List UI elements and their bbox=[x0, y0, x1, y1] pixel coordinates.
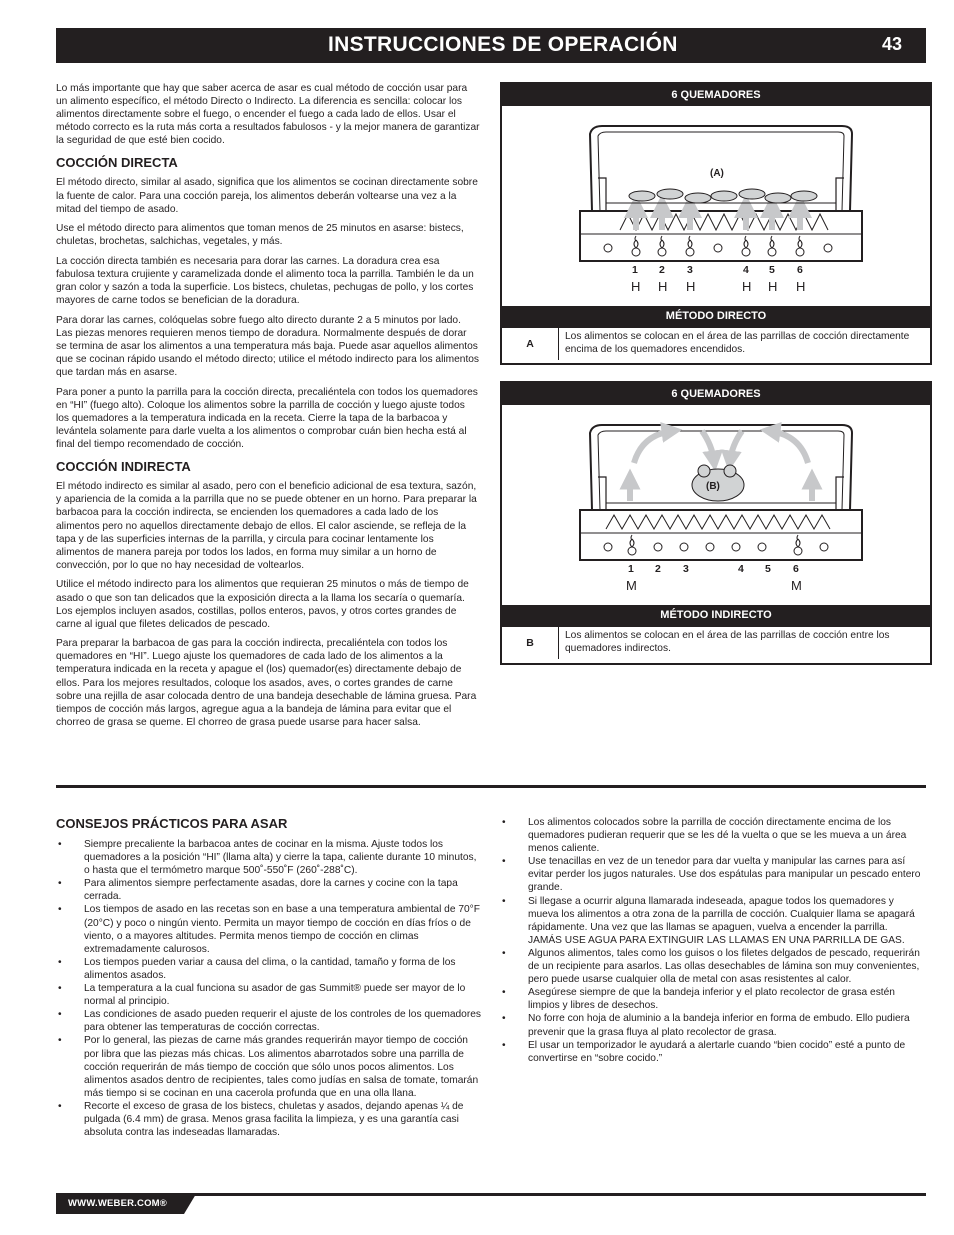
tips-heading: CONSEJOS PRÁCTICOS PARA ASAR bbox=[56, 816, 288, 831]
tip-item: • Los alimentos colocados sobre la parrilla de cocción directamente encima de los quemadores pudieran requerir que se les dé la vuelta o que se les mueva a un área menos caliente. bbox=[500, 816, 924, 855]
burner-setting: H bbox=[742, 279, 752, 294]
burner-number: 6 bbox=[793, 563, 799, 575]
tip-item: • Los tiempos de asado en las recetas son en base a una temperatura ambiental de 70°F (20°C) y poco o ningún viento. Permita un mayor tiempo de cocción en días fríos o de viento, o a mayores altitudes. Permita menos tiempo de cocción en climas extremadamente calurosos. bbox=[56, 903, 484, 955]
legend-key: B bbox=[502, 627, 559, 659]
legend-description: Los alimentos se colocan en el área de las parrillas de cocción directamente encima de los quemadores encendidos. bbox=[565, 331, 910, 355]
burner-setting: M bbox=[626, 578, 637, 593]
header-bar bbox=[56, 28, 926, 63]
tip-item: • No forre con hoja de aluminio a la bandeja inferior en forma de embudo. Ello pudiera prevenir que la grasa fluya al plato recolector de grasa. bbox=[500, 1012, 924, 1038]
burner-setting: M bbox=[791, 578, 802, 593]
tip-item: • Asegúrese siempre de que la bandeja inferior y el plato recolector de grasa estén limpios y libres de desechos. bbox=[500, 986, 924, 1012]
tip-item: • Use tenacillas en vez de un tenedor para dar vuelta y manipular las carnes para así evitar perder los jugos naturales. Use dos espátulas para manipular un pescado entero grande. bbox=[500, 855, 924, 894]
direct-paragraph: Para poner a punto la parrilla para la cocción directa, precaliéntela con todos los quemadores en “HI” (fuego alto). Coloque los alimentos sobre la parrilla de cocción y luego ajuste todos los quemadores a la temperatura indicada en la receta. Cierre la tapa de la barbacoa y levántela solamente para darle vuelta a los alimentos o comprobar cuán bien hecha está al final del tiempo recomendado de cocción. bbox=[56, 386, 478, 451]
direct-paragraph: La cocción directa también es necesaria para dorar las carnes. La doradura crea esa fabulosa textura crujiente y caramelizada donde el alimento toca la parrilla. También le da un gran color y sazón a toda la superficie. Los bistecs, chuletas, pechugas de pollo, y los cortes mayores de carne todos se benefician de la doradura. bbox=[56, 255, 474, 307]
burner-number: 2 bbox=[655, 563, 661, 575]
tip-item: • Por lo general, las piezas de carne más grandes requerirán mayor tiempo de cocción por libra que las piezas más chicas. Los alimentos abarrotados sobre una parrilla de cocción requerirán de más tiempo de cocción que sólo unos pocos alimentos. Los alimentos asados dentro de recipientes, tales como judías en salsa de tomate, tomarán más tiempo si se cocinan en una cacerola profunda que en una olla llana. bbox=[56, 1034, 484, 1099]
tip-item: • La temperatura a la cual funciona su asador de gas Summit® puede ser mayor de lo normal al principio. bbox=[56, 982, 484, 1008]
food-marker-label: (A) bbox=[710, 168, 724, 179]
burner-number: 1 bbox=[632, 264, 638, 276]
indirect-paragraph: Para preparar la barbacoa de gas para la cocción indirecta, precaliéntela con todos los quemadores en “HI”. Luego ajuste los quemadores de cada lado de los alimentos a la temperatura indicada en la receta y apague el (los) quemador(es) directamente debajo de ellos. Para los mejores resultados, coloque los asados, aves, o cortes grandes de carne sobre una rejilla de asar colocada dentro de una bandeja desechable de lámina gruesa. Para tiempos de cocción más largos, agregue agua a la bandeja de lámina para evitar que el chorreo de grasa se queme. El chorreo de grasa puede usarse para hacer salsa. bbox=[56, 638, 477, 728]
intro-paragraph: Lo más importante que hay que saber acerca de asar es cual método de cocción usar para un alimento específico, el método Directo o Indirecto. La diferencia es sencilla: colocar los alimentos directamente sobre el fuego, o encender el fuego a cada lado de ellos. Usar el método correcto es la ruta más corta a resultados fabulosos - y la mejor manera de garantizar la seguridad de que esté bien cocido. bbox=[56, 83, 480, 147]
burner-number: 4 bbox=[743, 264, 749, 276]
legend-row bbox=[502, 626, 930, 659]
legend-key: A bbox=[502, 328, 559, 360]
direct-grill-illustration bbox=[502, 106, 930, 306]
left-column bbox=[56, 82, 480, 735]
direct-heading: COCCIÓN DIRECTA bbox=[56, 155, 178, 171]
tips-list-right bbox=[500, 816, 924, 1065]
page-number: 43 bbox=[881, 34, 902, 54]
tips-right-column bbox=[500, 816, 924, 1065]
tip-item: • Las condiciones de asado pueden requerir el ajuste de los controles de los quemadores para obtener las temperaturas de cocción correctas. bbox=[56, 1008, 484, 1034]
indirect-heading: COCCIÓN INDIRECTA bbox=[56, 459, 191, 475]
legend-description: Los alimentos se colocan en el área de las parrillas de cocción entre los quemadores indirectos. bbox=[565, 630, 890, 654]
indirect-method-figure bbox=[500, 381, 932, 665]
burner-number: 4 bbox=[738, 563, 744, 575]
burner-number: 1 bbox=[628, 563, 634, 575]
burner-setting: H bbox=[631, 279, 641, 294]
burner-number: 5 bbox=[769, 264, 775, 276]
burner-setting: H bbox=[686, 279, 696, 294]
footer-url[interactable]: WWW.WEBER.COM® bbox=[68, 1198, 167, 1209]
indirect-paragraph: El método indirecto es similar al asado, pero con el beneficio adicional de esa textura, sazón, y apariencia de la comida a la parrilla que no se puede obtener en un horno. Para preparar la barbacoa para la cocción indirecta, se encienden los quemadores a cada lado de los alimentos pero no aquellos directamente debajo de ellos. El calor asciende, se refleja de la tapa y de las superficies internas de la parrilla, y circula para cocinar lentamente los alimentos de manera pareja por todos los lados, en forma muy similar a un horno de convección, por lo que no hay necesidad de voltearlos. bbox=[56, 481, 477, 571]
burner-number: 2 bbox=[659, 264, 665, 276]
burner-number: 3 bbox=[687, 264, 693, 276]
tip-item: • Si llegase a ocurrir alguna llamarada indeseada, apague todos los quemadores y mueva los alimentos a otra zona de la parrilla de cocción. Cualquier llama se apagará rápidamente. Una vez que las llamas se apaguen, vuelva a encender la parrilla. JAMÁS USE AGUA PARA EXTINGUIR LAS LLAMAS EN UNA PARRILLA DE GAS. bbox=[500, 895, 924, 947]
burner-number: 3 bbox=[683, 563, 689, 575]
section-divider bbox=[56, 785, 926, 788]
burner-number: 5 bbox=[765, 563, 771, 575]
direct-paragraph: Para dorar las carnes, colóquelas sobre fuego alto directo durante 2 a 5 minutos por lado. Las piezas menores requieren menos tiempo de doradura. Normalmente después de dorar se termina de asar los alimentos a una temperatura más baja. Puede asar aquellos alimentos que se cocinan rápido usando el método directo; utilice el método indirecto para los alimentos que tardan más en asarse. bbox=[56, 314, 480, 379]
footer-tab bbox=[56, 1194, 196, 1214]
tips-list-left bbox=[56, 838, 484, 1139]
tip-item: • Los tiempos pueden variar a causa del clima, o la cantidad, tamaño y forma de los alimentos asados. bbox=[56, 956, 484, 982]
burner-setting: H bbox=[768, 279, 778, 294]
tips-left-column bbox=[56, 816, 484, 1139]
tip-item: • El usar un temporizador le ayudará a alertarle cuando “bien cocido” esté a punto de convertirse en “sobre cocido.” bbox=[500, 1039, 924, 1065]
burner-setting: H bbox=[658, 279, 668, 294]
tip-item: • Siempre precaliente la barbacoa antes de cocinar en la misma. Ajuste todos los quemadores a la posición “HI” (llama alta) y cierre la tapa, caliente durante 10 minutos, o hasta que el termómetro marque 500˚-550˚F (260˚-288˚C). bbox=[56, 838, 484, 877]
figure-caption: 6 QUEMADORES bbox=[502, 84, 930, 106]
direct-paragraph: Use el método directo para alimentos que toman menos de 25 minutos en asarse: bistecs, chuletas, brochetas, salchichas, vegetales, y más. bbox=[56, 223, 464, 248]
tip-item: • Para alimentos siempre perfectamente asadas, dore la carnes y cocine con la tapa cerrada. bbox=[56, 877, 484, 903]
indirect-grill-illustration bbox=[502, 405, 930, 605]
tip-item: • Recorte el exceso de grasa de los bistecs, chuletas y asados, dejando apenas ¼ de pulgada (6.4 mm) de grasa. Menos grasa facilita la limpieza, y es una garantía casi absoluta contra las indeseadas llamaradas. bbox=[56, 1100, 484, 1139]
direct-paragraph: El método directo, similar al asado, significa que los alimentos se cocinan directamente sobre la fuente de calor. Para una cocción pareja, los alimentos deberán voltearse una vez a la mitad del tiempo de asado. bbox=[56, 177, 478, 215]
figure-caption: 6 QUEMADORES bbox=[502, 383, 930, 405]
indirect-paragraph: Utilice el método indirecto para los alimentos que requieran 25 minutos o más de tiempo de asado o que son tan delicados que la exposición directa a la llama los secaría o quemaría. Los ejemplos incluyen asados, costillas, pollos enteros, pavos, y otros cortes grandes de carne al igual que filetes delicados de pescado. bbox=[56, 579, 469, 630]
tip-item: • Algunos alimentos, tales como los guisos o los filetes delgados de pescado, requerirán de un recipiente para asarlos. Las ollas desechables de lámina son muy convenientes, pero puede usarse cualquier olla de metal con asas resistentes al calor. bbox=[500, 947, 924, 986]
method-label: MÉTODO INDIRECTO bbox=[502, 605, 930, 626]
direct-method-figure bbox=[500, 82, 932, 365]
food-marker-label: (B) bbox=[706, 481, 720, 492]
page-title: INSTRUCCIONES DE OPERACIÓN bbox=[328, 33, 678, 56]
legend-row bbox=[502, 327, 930, 360]
burner-setting: H bbox=[796, 279, 806, 294]
method-label: MÉTODO DIRECTO bbox=[502, 306, 930, 327]
burner-number: 6 bbox=[797, 264, 803, 276]
